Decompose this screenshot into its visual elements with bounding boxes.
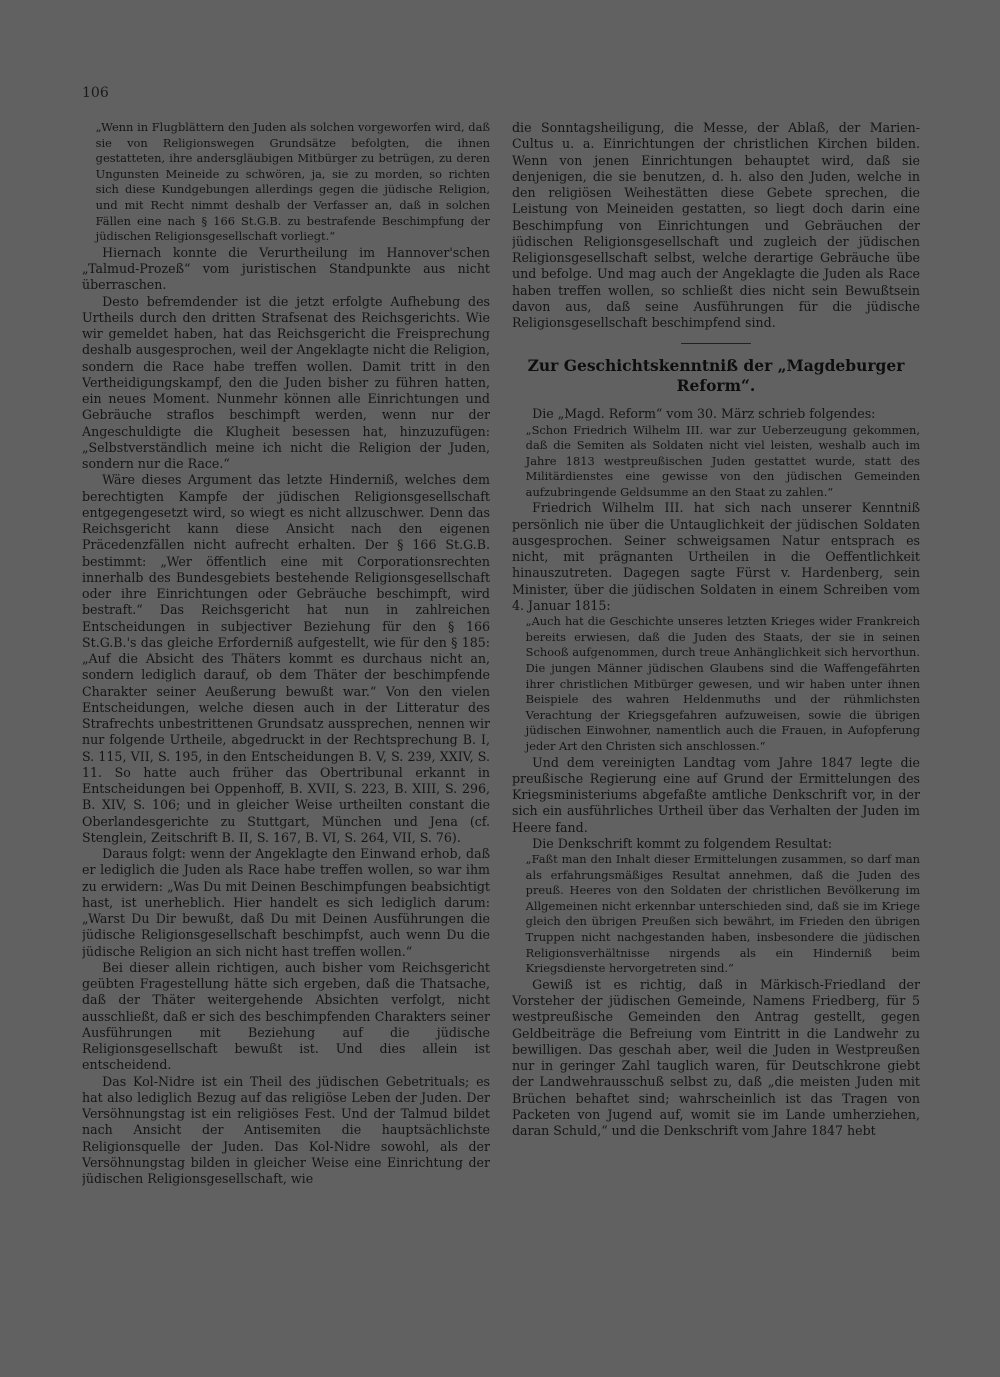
quote-paragraph: „Schon Friedrich Wilhelm III. war zur Ueberzeugung gekommen, daß die Semiten als Soldaten nicht viel leisten, weshalb auch im Jahre 1813 westpreußischen Juden gestattet wurde, statt des Militärdienstes eine gewisse von den jüdischen Gemeinden aufzubringende Geldsumme an den Staat zu zahlen.“ [525, 422, 920, 499]
page-number: 106 [82, 85, 109, 101]
text-paragraph: die Sonntagsheiligung, die Messe, der Ablaß, der Marien-Cultus u. a. Einrichtungen der christlichen Kirchen bilden. Wenn von jenen Einrichtungen behauptet wird, daß sie denjenigen, die sie benutzen, d. h. also den Juden, welche in den religiösen Weihestätten diese Gebete sprechen, die Leistung von Meineiden gestatten, so liegt doch darin eine Beschimpfung von Einrichtungen und Gebräuchen der jüdischen Religionsgesellschaft und zugleich der jüdischen Religionsgesellschaft selbst, welche derartige Gebräuche übe und befolge. Und mag auch der Angeklagte die Juden als Race haben treffen wollen, so schließt dies nicht sein Bewußtsein davon aus, daß seine Ausführungen für die jüdische Religionsgesellschaft beschimpfend sind. [512, 120, 920, 330]
section-heading: Zur Geschichtskenntniß der „Magdeburger Reform“. [527, 356, 905, 396]
text-paragraph: Daraus folgt: wenn der Angeklagte den Einwand erhob, daß er lediglich die Juden als Race habe treffen wollen, so war ihm zu erwidern: „Was Du mit Deinen Beschimpfungen beabsichtigt hast, ist unerheblich. Hier handelt es sich lediglich darum: „Warst Du Dir bewußt, daß Du mit Deinen Ausführungen die jüdische Religionsgesellschaft beschimpfst, auch wenn Du die jüdische Religion an sich nicht hast treffen wollen.“ [82, 846, 490, 959]
text-paragraph: Wäre dieses Argument das letzte Hinderniß, welches dem berechtigten Kampfe der jüdischen Religionsgesellschaft entgegengesetzt wird, so wiegt es nicht allzuschwer. Denn das Reichsgericht kann diese Ansicht nach den eigenen Präcedenzfällen nicht aufrecht erhalten. Der § 166 St.G.B. bestimmt: „Wer öffentlich eine mit Corporationsrechten innerhalb des Bundesgebiets bestehende Religionsgesellschaft oder ihre Einrichtungen oder Gebräuche beschimpft, wird bestraft.“ Das Reichsgericht hat nun in zahlreichen Entscheidungen in subjectiver Beziehung für den § 166 St.G.B.'s das gleiche Erforderniß aufgestellt, wie für den § 185: „Auf die Absicht des Thäters kommt es durchaus nicht an, sondern lediglich darauf, ob dem Thäter der beschimpfende Charakter seiner Aeußerung bewußt war.“ Von den vielen Entscheidungen, welche diesen auch in der Litteratur des Strafrechts unbestrittenen Grundsatz aussprechen, nennen wir nur folgende Urtheile, abgedruckt in der Rechtsprechung B. I, S. 115, VII, S. 195, in den Entscheidungen B. V, S. 239, XXIV, S. 11. So hatte auch früher das Obertribunal erkannt in Entscheidungen bei Oppenhoff, B. XVII, S. 223, B. XIII, S. 296, B. XIV, S. 106; und in gleicher Weise urtheilten constant die Oberlandesgerichte zu Stuttgart, München und Jena (cf. Stenglein, Zeitschrift B. II, S. 167, B. VI, S. 264, VII, S. 76). [82, 472, 490, 845]
text-paragraph: Bei dieser allein richtigen, auch bisher vom Reichsgericht geübten Fragestellung hätte sich ergeben, daß die Thatsache, daß der Thäter weitergehende Absichten verfolgt, nicht ausschließt, daß er sich des beschimpfenden Charakters seiner Ausführungen mit Beziehung auf die jüdische Religionsgesellschaft bewußt ist. Und dies allein ist entscheidend. [82, 959, 490, 1073]
quote-paragraph: „Faßt man den Inhalt dieser Ermittelungen zusammen, so darf man als erfahrungsmäßiges Resultat annehmen, daß die Juden des preuß. Heeres von den Soldaten der christlichen Bevölkerung im Allgemeinen nicht erkennbar unterschieden sind, daß sie im Kriege gleich den übrigen Preußen sich bewährt, im Frieden den übrigen Truppen nicht nachgestanden haben, insbesondere die jüdischen Religionsverhältnisse nirgends als ein Hinderniß beim Kriegsdienste hervorgetreten sind.“ [525, 852, 920, 976]
quote-paragraph: „Wenn in Flugblättern den Juden als solchen vorgeworfen wird, daß sie von Religionswegen Grundsätze befolgten, die ihnen gestatteten, ihre andersgläubigen Mitbürger zu betrügen, zu deren Ungunsten Meineide zu schwören, ja, sie zu morden, so richten sich diese Kundgebungen allerdings gegen die jüdische Religion, und mit Recht nimmt deshalb der Verfasser an, daß in solchen Fällen eine nach § 166 St.G.B. zu bestrafende Beschimpfung der jüdischen Religionsgesellschaft vorliegt.“ [95, 120, 490, 244]
section-divider [681, 343, 751, 344]
text-paragraph: Und dem vereinigten Landtag vom Jahre 1847 legte die preußische Regierung eine auf Grund der Ermittelungen des Kriegsministeriums abgefaßte amtliche Denkschrift vor, in der sich ein ausführliches Urtheil über das Verhalten der Juden im Heere fand. [512, 754, 920, 835]
text-paragraph: Gewiß ist es richtig, daß in Märkisch-Friedland der Vorsteher der jüdischen Gemeinde, Namens Friedberg, für 5 westpreußische Gemeinden den Antrag gestellt, gegen Geldbeiträge die Befreiung vom Eintritt in die Landwehr zu bewilligen. Das geschah aber, weil die Juden in Westpreußen nur in geringer Zahl tauglich waren, für Deutschkrone giebt der Landwehrausschuß selbst zu, daß „die meisten Juden mit Brüchen behaftet sind; wahrscheinlich ist das Tragen von Packeten von Jugend auf, womit sie im Lande umherziehen, daran Schuld,“ und die Denkschrift vom Jahre 1847 hebt [512, 976, 920, 1139]
text-paragraph: Hiernach konnte die Verurtheilung im Hannover'schen „Talmud-Prozeß“ vom juristischen Standpunkte aus nicht überraschen. [82, 244, 490, 293]
text-paragraph: Die Denkschrift kommt zu folgendem Resultat: [532, 835, 833, 851]
text-paragraph: Die „Magd. Reform“ vom 30. März schrieb folgendes: [532, 406, 876, 422]
text-paragraph: Das Kol-Nidre ist ein Theil des jüdischen Gebetrituals; es hat also lediglich Bezug auf das religiöse Leben der Juden. Der Versöhnungstag ist ein religiöses Fest. Und der Talmud bildet nach Ansicht der Antisemiten die hauptsächlichste Religionsquelle der Juden. Das Kol-Nidre sowohl, als der Versöhnungstag bilden in gleicher Weise eine Einrichtung der jüdischen Religionsgesellschaft, wie [82, 1073, 490, 1186]
quote-paragraph: „Auch hat die Geschichte unseres letzten Krieges wider Frankreich bereits erwiesen, daß die Juden des Staats, der sie in seinen Schooß aufgenommen, durch treue Anhänglichkeit sich hervorthun. Die jungen Männer jüdischen Glaubens sind die Waffengefährten ihrer christlichen Mitbürger gewesen, und wir haben unter ihnen Beispiele des wahren Heldenmuths und der rühmlichsten Verachtung der Kriegsgefahren aufzuweisen, sowie die übrigen jüdischen Einwohner, namentlich auch die Frauen, in Aufopferung jeder Art den Christen sich anschlossen.“ [525, 614, 920, 753]
right-column [512, 120, 920, 1310]
text-paragraph: Desto befremdender ist die jetzt erfolgte Aufhebung des Urtheils durch den dritten Strafsenat des Reichsgerichts. Wie wir gemeldet haben, hat das Reichsgericht die Freisprechung deshalb ausgesprochen, weil der Angeklagte nicht die Religion, sondern die Race habe treffen wollen. Damit tritt in den Vertheidigungskampf, den die Juden bisher zu führen hatten, ein neues Moment. Nunmehr können alle Einrichtungen und Gebräuche straflos beschimpft werden, wenn nur der Angeschuldigte die Klugheit besessen hat, hinzuzufügen: „Selbstverständlich meine ich nicht die Religion der Juden, sondern nur die Race.“ [82, 293, 490, 471]
text-paragraph: Friedrich Wilhelm III. hat sich nach unserer Kenntniß persönlich nie über die Untauglichkeit der jüdischen Soldaten ausgesprochen. Seiner schweigsamen Natur entsprach es nicht, mit prägnanten Urtheilen in die Oeffentlichkeit hinauszutreten. Dagegen sagte Fürst v. Hardenberg, sein Minister, über die jüdischen Soldaten in einem Schreiben vom 4. Januar 1815: [512, 500, 920, 613]
left-column [82, 120, 490, 1310]
